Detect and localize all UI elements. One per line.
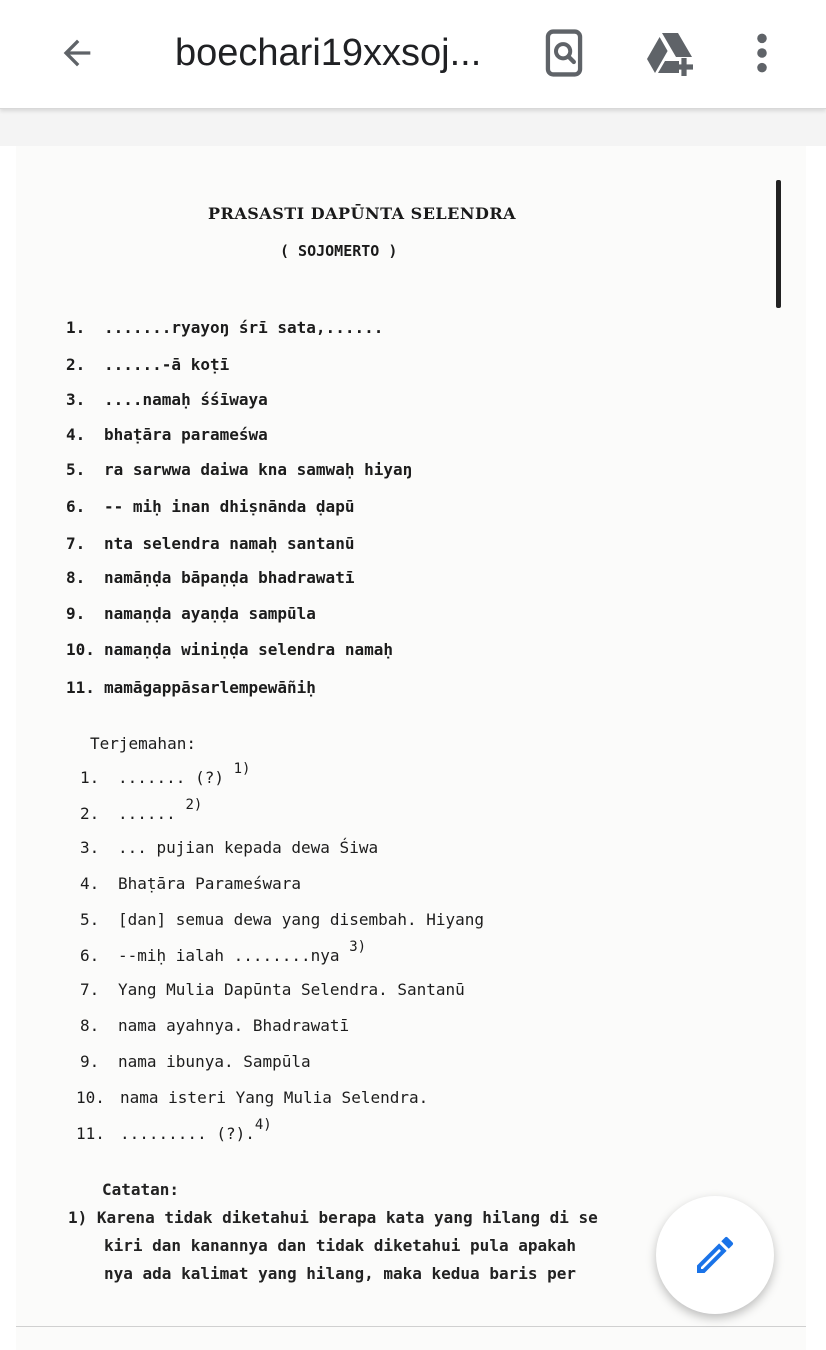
inscription-line: 11. mamāgappāsarlempewāñiḥ	[66, 678, 316, 697]
translation-heading: Terjemahan:	[90, 734, 196, 753]
inscription-line: 6. -- miḥ inan dhiṣnānda ḍapū	[66, 497, 355, 516]
translation-line: 9. nama ibunya. Sampūla	[80, 1052, 311, 1071]
inscription-line: 4. bhaṭāra parameśwa	[66, 425, 268, 444]
add-to-drive-icon	[645, 29, 697, 77]
translation-line: 1. ....... (?) 1)	[80, 761, 251, 787]
inscription-line: 1. .......ryayoŋ śrī sata,......	[66, 318, 384, 337]
translation-line: 10. nama isteri Yang Mulia Selendra.	[76, 1088, 429, 1107]
viewer-background	[0, 109, 826, 146]
page-edge	[16, 1326, 806, 1327]
edit-button[interactable]	[656, 1196, 774, 1314]
translation-line: 11. ......... (?).4)	[76, 1117, 272, 1143]
find-in-page-icon	[542, 28, 586, 78]
inscription-line: 10. namaṇḍa winiṇḍa selendra namaḥ	[66, 640, 393, 659]
note-line: kiri dan kanannya dan tidak diketahui pula apakah	[104, 1236, 577, 1255]
inscription-subtitle: ( SOJOMERTO )	[280, 242, 398, 260]
notes-heading: Catatan:	[102, 1180, 180, 1199]
more-options-button[interactable]	[742, 26, 782, 80]
translation-line: 5. [dan] semua dewa yang disembah. Hiyang	[80, 910, 485, 929]
inscription-line: 2. ......-ā koṭī	[66, 355, 230, 374]
note-line: 1) Karena tidak diketahui berapa kata yang hilang di se	[68, 1208, 598, 1227]
top-app-bar	[0, 0, 826, 109]
translation-line: 3. ... pujian kepada dewa Śiwa	[80, 838, 379, 857]
translation-line: 8. nama ayahnya. Bhadrawatī	[80, 1016, 350, 1035]
note-line: nya ada kalimat yang hilang, maka kedua baris per	[104, 1264, 577, 1283]
inscription-line: 8. namāṇḍa bāpaṇḍa bhadrawatī	[66, 568, 355, 587]
add-to-drive-button[interactable]	[642, 26, 700, 80]
translation-line: 6. --miḥ ialah ........nya 3)	[80, 939, 367, 965]
inscription-line: 7. nta selendra namaḥ santanū	[66, 534, 355, 553]
translation-line: 2. ...... 2)	[80, 797, 203, 823]
edit-pencil-icon	[691, 1231, 739, 1279]
inscription-line: 5. ra sarwwa daiwa kna samwaḥ hiyaŋ	[66, 460, 413, 479]
translation-line: 7. Yang Mulia Dapūnta Selendra. Santanū	[80, 980, 465, 999]
inscription-line: 3. ....namaḥ śśīwaya	[66, 390, 268, 409]
document-title: boechari19xxsoj...	[175, 32, 482, 74]
inscription-line: 9. namaṇḍa ayaṇḍa sampūla	[66, 604, 316, 623]
back-button[interactable]	[52, 28, 102, 78]
arrow-back-icon	[57, 33, 97, 73]
scan-margin-mark	[776, 180, 781, 308]
more-vert-icon	[752, 31, 772, 75]
find-in-page-button[interactable]	[538, 26, 590, 80]
inscription-title: PRASASTI DAPŪNTA SELENDRA	[208, 204, 517, 223]
translation-line: 4. Bhaṭāra Parameśwara	[80, 874, 302, 893]
